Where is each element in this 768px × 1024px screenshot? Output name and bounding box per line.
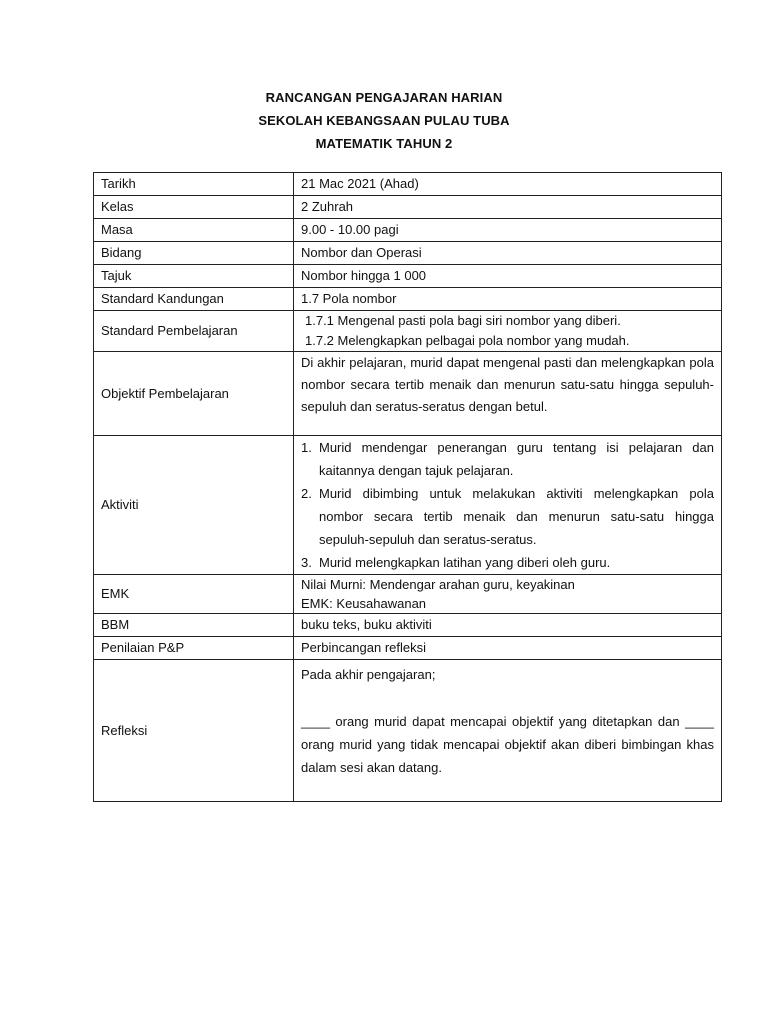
row-masa <box>94 219 722 242</box>
value-tajuk: Nombor hingga 1 000 <box>294 265 722 288</box>
row-emk <box>94 575 722 614</box>
label-tajuk: Tajuk <box>94 265 294 288</box>
row-standard-pembelajaran <box>94 311 722 352</box>
label-emk: EMK <box>94 575 294 614</box>
row-aktiviti <box>94 436 722 575</box>
list-item-text: Murid mendengar penerangan guru tentang isi pelajaran dan kaitannya dengan tajuk pelajaran. <box>319 440 714 478</box>
value-kelas: 2 Zuhrah <box>294 196 722 219</box>
label-refleksi: Refleksi <box>94 660 294 802</box>
value-aktiviti <box>294 436 722 575</box>
list-item-number: 3. <box>301 555 312 570</box>
refleksi-intro: Pada akhir pengajaran; <box>301 667 436 682</box>
list-item-text: Murid dibimbing untuk melakukan aktiviti melengkapkan pola nombor secara tertib menaik dan menurun satu-satu hingga sepuluh-sepuluh dan seratus-seratus. <box>319 486 714 547</box>
emk-keusahawanan: EMK: Keusahawanan <box>301 596 427 611</box>
value-penilaian: Perbincangan refleksi <box>294 637 722 660</box>
label-bidang: Bidang <box>94 242 294 265</box>
emk-nilai-murni: Nilai Murni: Mendengar arahan guru, keyakinan <box>301 577 575 592</box>
row-penilaian <box>94 637 722 660</box>
list-item <box>301 551 714 574</box>
row-tajuk <box>94 265 722 288</box>
list-item <box>301 482 714 551</box>
subject-title: MATEMATIK TAHUN 2 <box>315 136 453 151</box>
value-standard-kandungan: 1.7 Pola nombor <box>294 288 722 311</box>
label-kelas: Kelas <box>94 196 294 219</box>
row-refleksi <box>94 660 722 802</box>
row-bbm <box>94 614 722 637</box>
label-standard-kandungan: Standard Kandungan <box>94 288 294 311</box>
standard-pembelajaran-item: 1.7.2 Melengkapkan pelbagai pola nombor yang mudah. <box>305 333 630 348</box>
label-masa: Masa <box>94 219 294 242</box>
row-objektif <box>94 352 722 436</box>
standard-pembelajaran-item: 1.7.1 Mengenal pasti pola bagi siri nombor yang diberi. <box>305 313 621 328</box>
value-emk <box>294 575 722 614</box>
document-header <box>0 86 768 155</box>
value-tarikh: 21 Mac 2021 (Ahad) <box>294 173 722 196</box>
school-name: SEKOLAH KEBANGSAAN PULAU TUBA <box>258 113 510 128</box>
list-item-text: Murid melengkapkan latihan yang diberi oleh guru. <box>319 555 611 570</box>
value-bbm: buku teks, buku aktiviti <box>294 614 722 637</box>
list-item-number: 1. <box>301 440 312 455</box>
label-aktiviti: Aktiviti <box>94 436 294 575</box>
document-title: RANCANGAN PENGAJARAN HARIAN <box>265 90 503 105</box>
row-bidang <box>94 242 722 265</box>
label-penilaian: Penilaian P&P <box>94 637 294 660</box>
row-standard-kandungan <box>94 288 722 311</box>
value-standard-pembelajaran <box>294 311 722 352</box>
list-item <box>301 436 714 482</box>
label-standard-pembelajaran: Standard Pembelajaran <box>94 311 294 352</box>
label-bbm: BBM <box>94 614 294 637</box>
aktiviti-list <box>301 436 714 574</box>
refleksi-body: ____ orang murid dapat mencapai objektif yang ditetapkan dan ____ orang murid yang tidak mencapai objektif akan diberi bimbingan khas dalam sesi akan datang. <box>301 714 714 775</box>
row-kelas <box>94 196 722 219</box>
label-tarikh: Tarikh <box>94 173 294 196</box>
list-item-number: 2. <box>301 486 312 501</box>
label-objektif: Objektif Pembelajaran <box>94 352 294 436</box>
value-bidang: Nombor dan Operasi <box>294 242 722 265</box>
lesson-plan-table <box>93 172 722 802</box>
value-objektif: Di akhir pelajaran, murid dapat mengenal pasti dan melengkapkan pola nombor secara tertib menaik dan menurun satu-satu hingga sepuluh-sepuluh dan seratus-seratus dengan betul. <box>294 352 722 436</box>
row-tarikh <box>94 173 722 196</box>
value-masa: 9.00 - 10.00 pagi <box>294 219 722 242</box>
value-refleksi <box>294 660 722 802</box>
